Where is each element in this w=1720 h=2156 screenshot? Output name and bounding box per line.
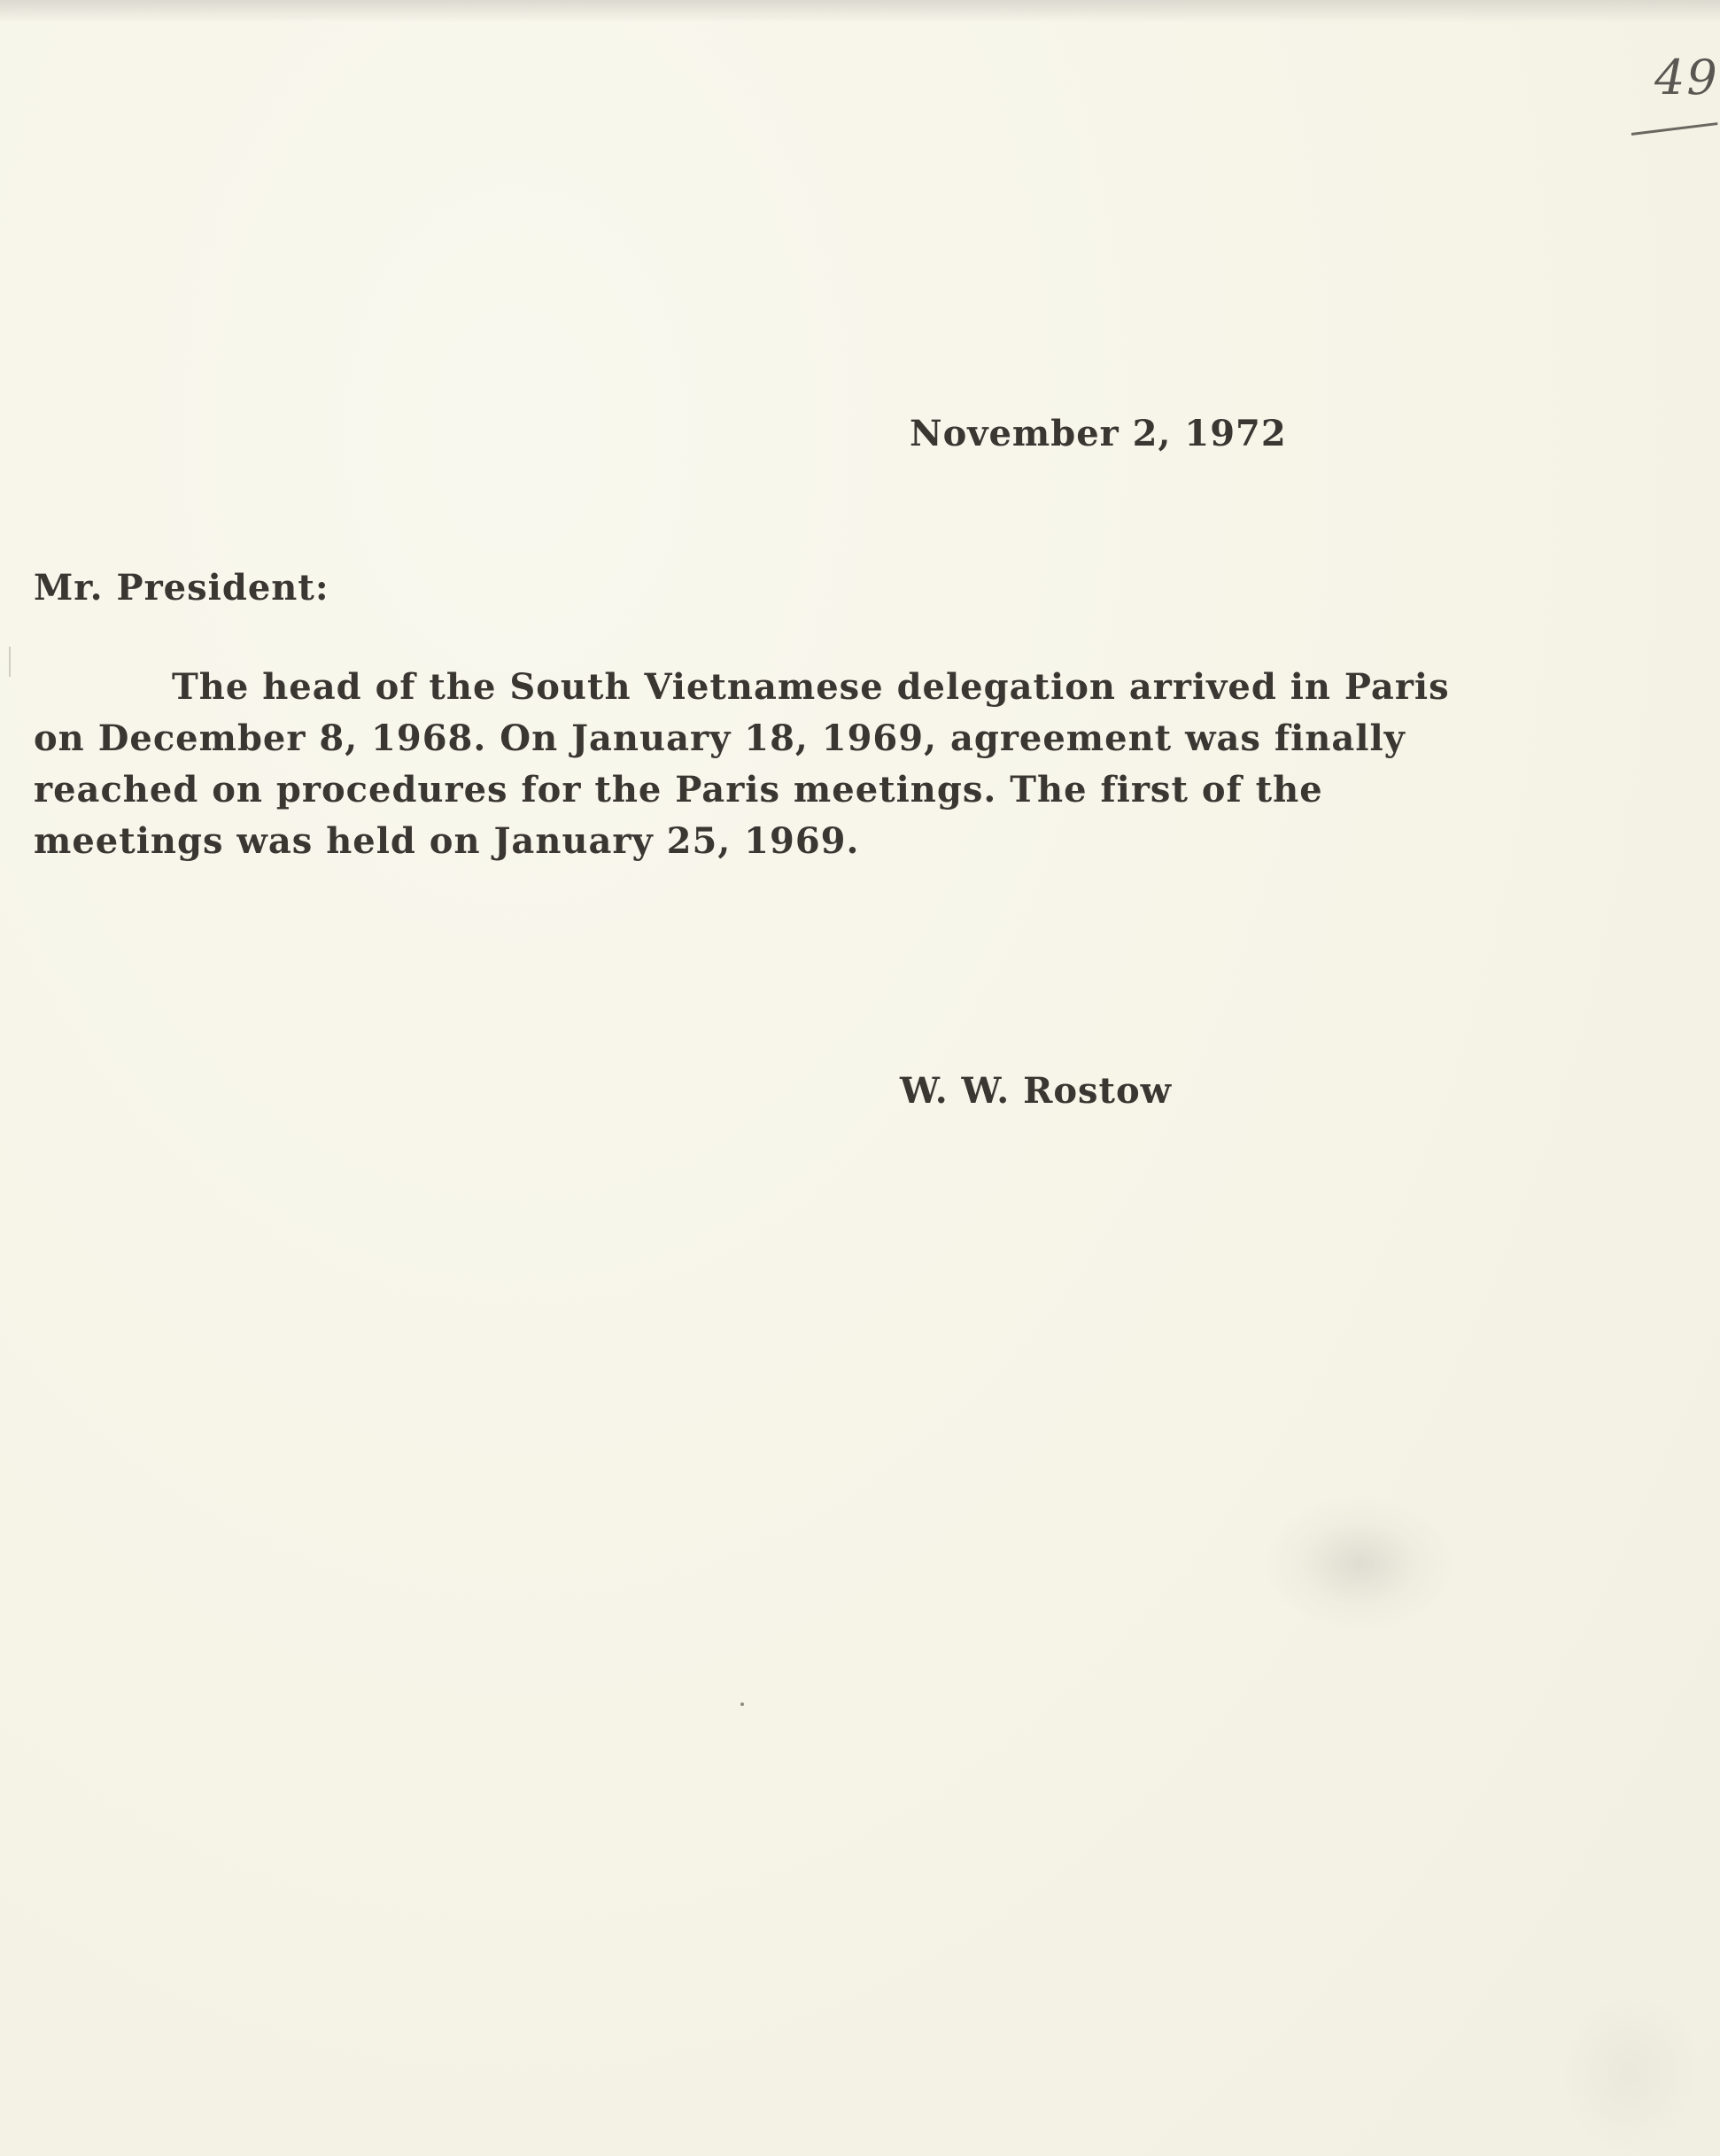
letter-signature: W. W. Rostow	[900, 1070, 1173, 1112]
letter-date: November 2, 1972	[910, 413, 1287, 454]
body-text-line: reached on procedures for the Paris meetings. The first of the	[34, 769, 1323, 810]
body-text-line: meetings was held on January 25, 1969.	[34, 820, 860, 862]
paper-speck	[740, 1702, 744, 1706]
letter-salutation: Mr. President:	[34, 567, 329, 609]
body-text-line: The head of the South Vietnamese delegation arrived in Paris	[172, 666, 1450, 708]
body-text-line: on December 8, 1968. On January 18, 1969, agreement was finally	[34, 717, 1406, 759]
page-top-edge-shadow	[0, 0, 1720, 23]
page-number-underline	[1631, 122, 1718, 136]
paper-smudge	[1267, 1497, 1453, 1630]
margin-mark	[9, 647, 18, 677]
paper-stain	[1559, 1993, 1701, 2152]
handwritten-page-number: 49	[1654, 50, 1719, 105]
